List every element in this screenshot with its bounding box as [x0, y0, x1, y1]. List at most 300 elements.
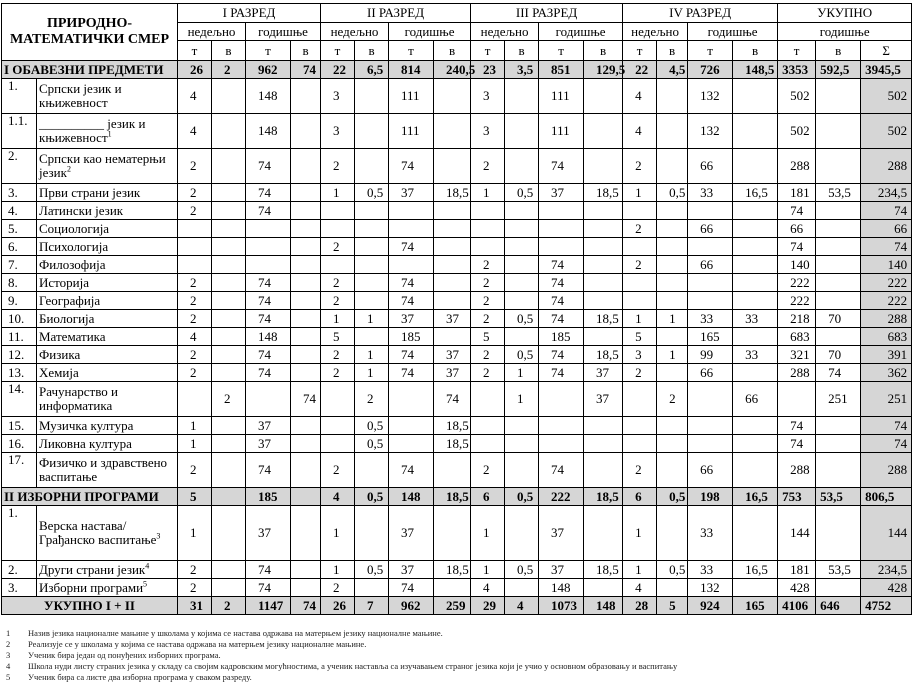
subject-name-text: Рачунарство и информатика: [39, 384, 118, 413]
value-cell: 37: [389, 506, 434, 561]
value-cell: 2: [321, 238, 355, 256]
value-cell: [291, 488, 321, 506]
value-cell: [733, 274, 778, 292]
footnote-number: 4: [6, 661, 11, 671]
value-cell: [688, 274, 733, 292]
value-cell: [355, 220, 389, 238]
value-cell: [688, 382, 733, 417]
value-cell: [505, 417, 539, 435]
value-cell: 132: [688, 114, 733, 149]
subject-name: [37, 202, 178, 220]
value-cell: 814: [389, 61, 434, 79]
value-cell: [539, 238, 584, 256]
value-cell: [584, 579, 623, 597]
value-cell: [505, 220, 539, 238]
grade-header-3: III РАЗРЕД: [471, 4, 623, 23]
value-cell: 4: [623, 79, 657, 114]
subject-row: [2, 149, 912, 184]
subject-number: 14.: [2, 382, 37, 417]
value-cell: 16,5: [733, 561, 778, 579]
value-cell: 222: [861, 274, 912, 292]
section-row: [2, 488, 912, 506]
value-cell: 74: [246, 310, 291, 328]
value-cell: [539, 382, 584, 417]
value-cell: 74: [246, 292, 291, 310]
value-cell: [291, 274, 321, 292]
value-cell: [434, 579, 471, 597]
value-cell: 129,5: [584, 61, 623, 79]
value-cell: 683: [861, 328, 912, 346]
value-cell: 0,5: [657, 488, 688, 506]
value-cell: 2: [355, 382, 389, 417]
value-cell: 16,5: [733, 184, 778, 202]
value-cell: 16,5: [733, 488, 778, 506]
theory-header: т: [246, 41, 291, 61]
value-cell: [212, 561, 246, 579]
value-cell: [505, 238, 539, 256]
value-cell: 2: [212, 61, 246, 79]
value-cell: [584, 328, 623, 346]
value-cell: 6,5: [355, 61, 389, 79]
value-cell: 53,5: [816, 561, 861, 579]
value-cell: [212, 435, 246, 453]
value-cell: [291, 256, 321, 274]
value-cell: 288: [861, 310, 912, 328]
value-cell: 74: [291, 597, 321, 615]
value-cell: 0,5: [505, 310, 539, 328]
theory-header: т: [623, 41, 657, 61]
value-cell: 0,5: [505, 488, 539, 506]
value-cell: 962: [246, 61, 291, 79]
value-cell: [816, 506, 861, 561]
value-cell: [733, 417, 778, 435]
value-cell: 2: [178, 453, 212, 488]
subject-name: [37, 310, 178, 328]
value-cell: 2: [178, 561, 212, 579]
value-cell: [389, 220, 434, 238]
value-cell: [355, 506, 389, 561]
value-cell: [389, 435, 434, 453]
value-cell: 74: [778, 435, 816, 453]
value-cell: 1: [657, 346, 688, 364]
practice-header: в: [657, 41, 688, 61]
value-cell: [584, 435, 623, 453]
value-cell: [584, 202, 623, 220]
value-cell: [657, 453, 688, 488]
value-cell: 29: [471, 597, 505, 615]
value-cell: [321, 202, 355, 220]
value-cell: 185: [539, 328, 584, 346]
value-cell: [733, 114, 778, 149]
value-cell: [623, 238, 657, 256]
value-cell: 0,5: [355, 561, 389, 579]
value-cell: 1: [471, 184, 505, 202]
value-cell: 1: [321, 184, 355, 202]
value-cell: 4: [623, 114, 657, 149]
value-cell: [291, 435, 321, 453]
value-cell: 502: [778, 79, 816, 114]
subject-row: [2, 506, 912, 561]
value-cell: 362: [861, 364, 912, 382]
value-cell: [291, 79, 321, 114]
value-cell: [657, 435, 688, 453]
value-cell: 1: [321, 310, 355, 328]
subject-row: [2, 256, 912, 274]
value-cell: 74: [539, 453, 584, 488]
subject-name-text: Изборни програми: [39, 579, 144, 595]
value-cell: 1: [505, 364, 539, 382]
value-cell: 391: [861, 346, 912, 364]
value-cell: 37: [389, 310, 434, 328]
value-cell: [816, 453, 861, 488]
value-cell: 74: [539, 364, 584, 382]
value-cell: [355, 274, 389, 292]
theory-header: т: [539, 41, 584, 61]
value-cell: [505, 453, 539, 488]
value-cell: 33: [688, 506, 733, 561]
value-cell: [291, 238, 321, 256]
value-cell: 74: [861, 417, 912, 435]
value-cell: 2: [321, 292, 355, 310]
value-cell: [434, 256, 471, 274]
value-cell: 502: [861, 114, 912, 149]
value-cell: 144: [778, 506, 816, 561]
value-cell: 0,5: [657, 561, 688, 579]
subject-name-text: Психологија: [39, 238, 109, 254]
subject-name-text: Филозофија: [39, 256, 106, 272]
theory-header: т: [471, 41, 505, 61]
value-cell: [434, 220, 471, 238]
value-cell: [291, 310, 321, 328]
weekly-header: недељно: [321, 23, 389, 41]
value-cell: [539, 417, 584, 435]
value-cell: [291, 114, 321, 149]
subject-row: [2, 184, 912, 202]
annual-header: годишње: [778, 23, 912, 41]
value-cell: 234,5: [861, 561, 912, 579]
value-cell: 66: [688, 220, 733, 238]
annual-header: годишње: [688, 23, 778, 41]
value-cell: [434, 79, 471, 114]
value-cell: [733, 328, 778, 346]
value-cell: [623, 382, 657, 417]
value-cell: [657, 149, 688, 184]
value-cell: 2: [623, 149, 657, 184]
value-cell: 1: [355, 346, 389, 364]
value-cell: 222: [861, 292, 912, 310]
value-cell: [816, 149, 861, 184]
value-cell: [212, 364, 246, 382]
value-cell: [212, 346, 246, 364]
value-cell: 3353: [778, 61, 816, 79]
value-cell: 74: [778, 417, 816, 435]
value-cell: 66: [733, 382, 778, 417]
value-cell: 2: [178, 202, 212, 220]
value-cell: 0,5: [355, 488, 389, 506]
value-cell: 181: [778, 561, 816, 579]
value-cell: 74: [816, 364, 861, 382]
value-cell: 288: [861, 149, 912, 184]
value-cell: 18,5: [584, 184, 623, 202]
value-cell: [212, 202, 246, 220]
value-cell: [291, 453, 321, 488]
value-cell: [321, 435, 355, 453]
value-cell: 37: [584, 364, 623, 382]
value-cell: 148: [246, 114, 291, 149]
value-cell: [657, 274, 688, 292]
subject-number: 2.: [2, 149, 37, 184]
footnote: [6, 650, 677, 661]
value-cell: [816, 274, 861, 292]
value-cell: 74: [778, 202, 816, 220]
value-cell: [434, 238, 471, 256]
grade-header-2: II РАЗРЕД: [321, 4, 471, 23]
subject-number: 9.: [2, 292, 37, 310]
value-cell: 165: [733, 597, 778, 615]
value-cell: 2: [178, 292, 212, 310]
value-cell: [688, 292, 733, 310]
footnote-number: 3: [6, 650, 11, 660]
value-cell: [355, 114, 389, 149]
value-cell: 4752: [861, 597, 912, 615]
subject-name: [37, 453, 178, 488]
value-cell: [291, 202, 321, 220]
value-cell: 22: [623, 61, 657, 79]
value-cell: 288: [778, 453, 816, 488]
subject-number: 17.: [2, 453, 37, 488]
subject-name: [37, 184, 178, 202]
value-cell: 37: [246, 417, 291, 435]
footnote: [6, 639, 677, 650]
value-cell: [584, 149, 623, 184]
subject-name-text: Физика: [39, 346, 81, 362]
section-title: I ОБАВЕЗНИ ПРЕДМЕТИ: [2, 61, 178, 79]
subject-row: [2, 579, 912, 597]
value-cell: [178, 256, 212, 274]
value-cell: [355, 292, 389, 310]
value-cell: 2: [321, 453, 355, 488]
grand-total-row: [2, 597, 912, 615]
value-cell: 18,5: [584, 310, 623, 328]
annual-header: годишње: [539, 23, 623, 41]
value-cell: [657, 328, 688, 346]
subject-number: 12.: [2, 346, 37, 364]
subject-name: [37, 328, 178, 346]
value-cell: [623, 417, 657, 435]
value-cell: 646: [816, 597, 861, 615]
value-cell: 1: [623, 561, 657, 579]
value-cell: 18,5: [434, 184, 471, 202]
footnote-marker: 3: [156, 531, 161, 541]
value-cell: [733, 220, 778, 238]
value-cell: [584, 220, 623, 238]
value-cell: 2: [471, 346, 505, 364]
value-cell: 4: [505, 597, 539, 615]
weekly-header: недељно: [471, 23, 539, 41]
value-cell: 185: [246, 488, 291, 506]
value-cell: 70: [816, 310, 861, 328]
value-cell: [733, 256, 778, 274]
section-title: II ИЗБОРНИ ПРОГРАМИ: [2, 488, 178, 506]
value-cell: [623, 292, 657, 310]
value-cell: 240,5: [434, 61, 471, 79]
value-cell: [657, 202, 688, 220]
value-cell: [178, 220, 212, 238]
value-cell: [291, 220, 321, 238]
footnote-text: Ученик бира један од понуђених изборних програма.: [28, 650, 221, 660]
value-cell: [733, 435, 778, 453]
value-cell: 4: [321, 488, 355, 506]
value-cell: [733, 79, 778, 114]
value-cell: 1: [178, 435, 212, 453]
subject-row: [2, 346, 912, 364]
subject-name: [37, 274, 178, 292]
value-cell: 74: [861, 202, 912, 220]
weekly-header: недељно: [623, 23, 688, 41]
value-cell: [389, 256, 434, 274]
value-cell: 74: [246, 453, 291, 488]
value-cell: 1: [471, 561, 505, 579]
subject-name-text: __________ језик и књижевност: [39, 116, 146, 145]
subject-name-text: Српски језик и књижевност: [39, 81, 122, 110]
curriculum-table: [1, 3, 912, 615]
value-cell: [212, 238, 246, 256]
value-cell: 851: [539, 61, 584, 79]
practice-header: в: [733, 41, 778, 61]
value-cell: [816, 256, 861, 274]
value-cell: 1: [471, 506, 505, 561]
subject-number: 1.: [2, 506, 37, 561]
value-cell: 234,5: [861, 184, 912, 202]
value-cell: 0,5: [355, 435, 389, 453]
value-cell: 74: [539, 256, 584, 274]
value-cell: [505, 114, 539, 149]
value-cell: 33: [733, 346, 778, 364]
value-cell: 2: [212, 597, 246, 615]
value-cell: 1073: [539, 597, 584, 615]
value-cell: [733, 453, 778, 488]
value-cell: 2: [623, 364, 657, 382]
value-cell: [178, 238, 212, 256]
value-cell: 2: [321, 274, 355, 292]
value-cell: [212, 256, 246, 274]
value-cell: 74: [389, 579, 434, 597]
value-cell: 140: [861, 256, 912, 274]
value-cell: 1: [178, 417, 212, 435]
footnote-marker: 1: [107, 129, 112, 139]
subject-name-text: Биологија: [39, 310, 95, 326]
footnote-number: 1: [6, 628, 11, 638]
value-cell: 26: [178, 61, 212, 79]
value-cell: 111: [539, 114, 584, 149]
subject-row: [2, 202, 912, 220]
value-cell: [291, 417, 321, 435]
grand-total-title: УКУПНО I + II: [2, 597, 178, 615]
value-cell: 5: [178, 488, 212, 506]
value-cell: 321: [778, 346, 816, 364]
value-cell: 2: [471, 149, 505, 184]
value-cell: 5: [321, 328, 355, 346]
value-cell: 5: [657, 597, 688, 615]
subject-name: [37, 417, 178, 435]
value-cell: 74: [539, 274, 584, 292]
value-cell: 144: [861, 506, 912, 561]
footnote-text: Реализује се у школама у којима се настава одржава на матерњем језику националне мањине.: [28, 639, 367, 649]
value-cell: [389, 417, 434, 435]
value-cell: 74: [539, 149, 584, 184]
subject-number: 2.: [2, 561, 37, 579]
value-cell: 148: [246, 328, 291, 346]
annual-header: годишње: [389, 23, 471, 41]
subject-name: [37, 79, 178, 114]
practice-header: в: [816, 41, 861, 61]
value-cell: [816, 292, 861, 310]
value-cell: [733, 579, 778, 597]
value-cell: 3: [471, 114, 505, 149]
grade-header-row: [2, 4, 912, 23]
value-cell: [291, 328, 321, 346]
value-cell: 2: [178, 310, 212, 328]
value-cell: [584, 114, 623, 149]
value-cell: [212, 417, 246, 435]
subject-name: [37, 220, 178, 238]
value-cell: [539, 202, 584, 220]
footnote-text: Ученик бира са листе два изборна програма у сваком разреду.: [28, 672, 252, 682]
value-cell: [355, 328, 389, 346]
value-cell: 2: [178, 579, 212, 597]
value-cell: [584, 274, 623, 292]
subject-number: 13.: [2, 364, 37, 382]
subject-row: [2, 364, 912, 382]
value-cell: [434, 506, 471, 561]
value-cell: 74: [778, 238, 816, 256]
value-cell: [733, 149, 778, 184]
value-cell: 165: [688, 328, 733, 346]
subject-row: [2, 382, 912, 417]
value-cell: [355, 579, 389, 597]
grade-header-1: I РАЗРЕД: [178, 4, 321, 23]
value-cell: [321, 417, 355, 435]
value-cell: [321, 382, 355, 417]
value-cell: 1147: [246, 597, 291, 615]
value-cell: 2: [321, 346, 355, 364]
subject-number: 7.: [2, 256, 37, 274]
theory-header: т: [389, 41, 434, 61]
value-cell: 1: [623, 506, 657, 561]
value-cell: [816, 114, 861, 149]
value-cell: [816, 220, 861, 238]
practice-header: в: [355, 41, 389, 61]
subject-number: 6.: [2, 238, 37, 256]
value-cell: 37: [434, 364, 471, 382]
subject-name-text: Први страни језик: [39, 184, 141, 200]
value-cell: 962: [389, 597, 434, 615]
subject-number: 4.: [2, 202, 37, 220]
value-cell: 222: [539, 488, 584, 506]
value-cell: [657, 417, 688, 435]
value-cell: [471, 238, 505, 256]
value-cell: [212, 184, 246, 202]
value-cell: 222: [778, 274, 816, 292]
value-cell: [389, 202, 434, 220]
value-cell: 66: [688, 453, 733, 488]
value-cell: 1: [657, 310, 688, 328]
value-cell: 5: [471, 328, 505, 346]
value-cell: 37: [434, 346, 471, 364]
subject-name: [37, 346, 178, 364]
value-cell: 111: [539, 79, 584, 114]
value-cell: 4: [178, 79, 212, 114]
